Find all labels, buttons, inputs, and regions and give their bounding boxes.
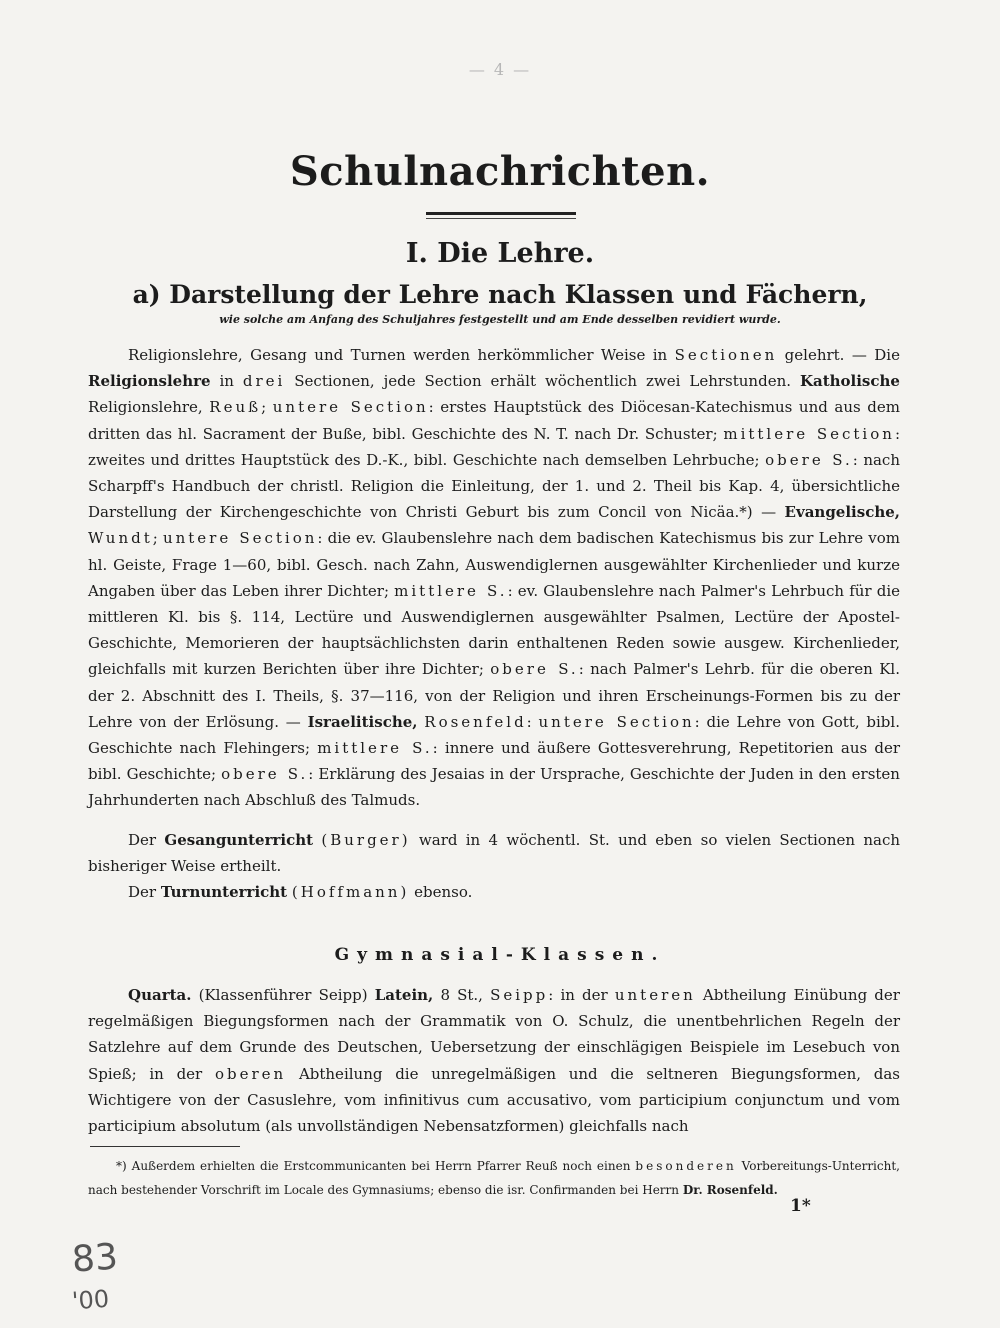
text-run: : die Lehre von Gott, bibl. Geschichte nach Flehingers;	[88, 712, 900, 758]
text-run: : nach Palmer's Lehrb. für die oberen Kl. der 2. Abschnitt des I. Theils, §. 37—116, von der Religion und ihren Erscheinungs-Formen bis zu der Lehre von der Erlösung. —	[88, 660, 900, 731]
bold-term-israelitische: Israelitische,	[307, 712, 418, 731]
teacher-name: Rosenfeld	[424, 712, 527, 731]
bold-term-evangelische: Evangelische,	[784, 503, 900, 522]
signature-mark: 1*	[790, 1196, 811, 1216]
text-run: Religionslehre, Gesang und Turnen werden herkömmlicher Weise in	[128, 346, 668, 364]
text-run: Religionslehre,	[88, 398, 203, 417]
text-run: : Erklärung des Jesaias in der Ursprache, Geschichte der Juden in den ersten Jahrhunderten nach Abschluß des Talmuds.	[88, 765, 900, 810]
text-run: : nach Scharpff's Handbuch der christl. Religion die Einleitung, der 1. und 2. Theil bis Kap. 4, übersichtliche Darstellung der Kirchengeschichte von Christi Geburt bis zum Concil von Nicäa.*) —	[88, 450, 900, 522]
title-rule-thick	[426, 212, 576, 215]
spaced-term: drei	[242, 372, 286, 391]
spaced-term: mittlere Section	[723, 424, 895, 443]
gesang-turn-block	[88, 827, 900, 906]
section-heading: I. Die Lehre.	[405, 238, 595, 269]
text-run: :	[526, 712, 532, 731]
bold-term-quarta: Quarta.	[128, 986, 192, 1004]
handwritten-annotation: 83	[70, 1236, 120, 1281]
teacher-name: (Hoffmann)	[291, 883, 410, 902]
text-run: Der	[128, 831, 157, 849]
bold-term-katholische: Katholische	[799, 372, 900, 391]
text-run: in	[219, 372, 234, 391]
footnote	[88, 1154, 900, 1202]
spaced-term: untere Section	[162, 529, 318, 548]
spaced-term: obere S.	[765, 450, 853, 469]
text-run: : in der	[548, 986, 608, 1004]
spaced-term: untere Section	[538, 712, 695, 731]
text-run: : zweites und drittes Hauptstück des D.-K., bibl. Geschichte nach demselben Lehrbuche;	[88, 424, 900, 469]
class-heading: Gymnasial-Klassen.	[334, 945, 666, 965]
spaced-term: Sectionen	[674, 346, 778, 364]
religion-paragraph	[88, 342, 900, 814]
text-run: gelehrt. — Die	[784, 346, 900, 364]
spaced-term: besonderen	[635, 1159, 737, 1173]
text-run: Vorbereitungs-Unterricht, nach bestehender Vorschrift im Locale des Gymnasiums; ebenso die isr. Confirmanden bei Herrn	[88, 1159, 900, 1197]
bold-term-rosenfeld: Dr. Rosenfeld.	[682, 1183, 778, 1197]
text-run: ebenso.	[414, 883, 473, 902]
religion-paragraph-block	[88, 342, 900, 814]
text-run: : ev. Glaubenslehre nach Palmer's Lehrbuch für die mittleren Kl. bis §. 114, Lectüre und Auswendiglernen ausgewählter Psalmen, Lectüre der Apostel-Geschichte, Memorieren der hauptsächlichsten darin enthaltenen Reden sowie ausgew. Kirchenlieder, gleichfalls mit kurzen Berichten über ihre Dichter;	[88, 581, 900, 679]
quarta-paragraph	[88, 982, 900, 1139]
bold-term-turnunterricht: Turnunterricht	[160, 883, 288, 902]
bold-term-religionslehre: Religionslehre	[88, 372, 211, 391]
footnote-rule	[90, 1146, 240, 1147]
main-title: Schulnachrichten.	[289, 148, 711, 195]
text-run: (Klassenführer Seipp)	[198, 986, 368, 1004]
text-run: : innere und äußere Gottesverehrung, Repetitorien aus der bibl. Geschichte;	[88, 739, 901, 784]
spaced-term: mittlere S.	[394, 581, 508, 600]
text-run: : die ev. Glaubenslehre nach dem badischen Katechismus bis zur Lehre vom hl. Geiste, Frage 1—60, bibl. Gesch. nach Zahn, Auswendiglernen ausgewählter Kirchenlieder und kurze Angaben über das Leben ihrer Dichter;	[88, 529, 900, 600]
text-run: : erstes Hauptstück des Diöcesan-Katechismus und aus dem dritten das hl. Sacrament der Buße, bibl. Geschichte des N. T. nach Dr. Schuster;	[88, 398, 900, 443]
text-run: Der	[128, 883, 157, 902]
spaced-term: untere Section	[272, 398, 429, 417]
footnote-paragraph	[88, 1154, 900, 1202]
turn-paragraph	[88, 879, 900, 905]
text-run: Abtheilung Einübung der regelmäßigen Biegungsformen nach der Grammatik von O. Schulz, die unentbehrlichen Regeln der Satzlehre auf dem Grunde des Deutschen, Uebersetzung der einschlägigen Beispiele im Lesebuch von Spieß; in der	[88, 986, 900, 1083]
teacher-name: Reuß	[209, 398, 262, 417]
bold-term-gesangunterricht: Gesangunterricht	[164, 831, 314, 849]
text-run: ;	[152, 529, 158, 548]
spaced-term: obere S.	[221, 765, 309, 784]
page-number: — 4 —	[468, 60, 532, 79]
text-run: *) Außerdem erhielten die Erstcommunicanten bei Herrn Pfarrer Reuß noch einen	[116, 1159, 631, 1173]
teacher-name: Seipp	[490, 986, 549, 1004]
subsection-heading: a) Darstellung der Lehre nach Klassen und Fächern,	[132, 280, 868, 309]
text-run: 8 St.,	[440, 986, 483, 1004]
handwritten-annotation: '00	[71, 1284, 111, 1316]
text-run: ward in 4 wöchentl. St. und eben so vielen Sectionen nach bisheriger Weise ertheilt.	[88, 831, 901, 876]
spaced-term: unteren	[614, 986, 696, 1004]
gesang-paragraph	[88, 827, 900, 879]
quarta-paragraph-block	[88, 982, 900, 1139]
bold-term-latein: Latein,	[374, 986, 434, 1004]
text-run: Abtheilung die unregelmäßigen und die seltneren Biegungsformen, das Wichtigere von der Casuslehre, vom infinitivus cum accusativo, vom participium conjunctum und vom participium absolutum (als unvollständigen Nebensatzformen) gleichfalls nach	[88, 1064, 900, 1136]
title-rule-thin	[426, 218, 576, 219]
text-run: Sectionen, jede Section erhält wöchentlich zwei Lehrstunden.	[294, 372, 791, 391]
teacher-name: Wundt	[88, 529, 153, 548]
spaced-term: obere S.	[490, 660, 579, 679]
spaced-term: oberen	[214, 1064, 287, 1083]
subsection-note: wie solche am Anfang des Schuljahres festgestellt und am Ende desselben revidiert wurde.	[219, 313, 781, 326]
spaced-term: mittlere S.	[317, 739, 433, 758]
text-run: ;	[261, 398, 267, 417]
teacher-name: (Burger)	[321, 831, 411, 849]
